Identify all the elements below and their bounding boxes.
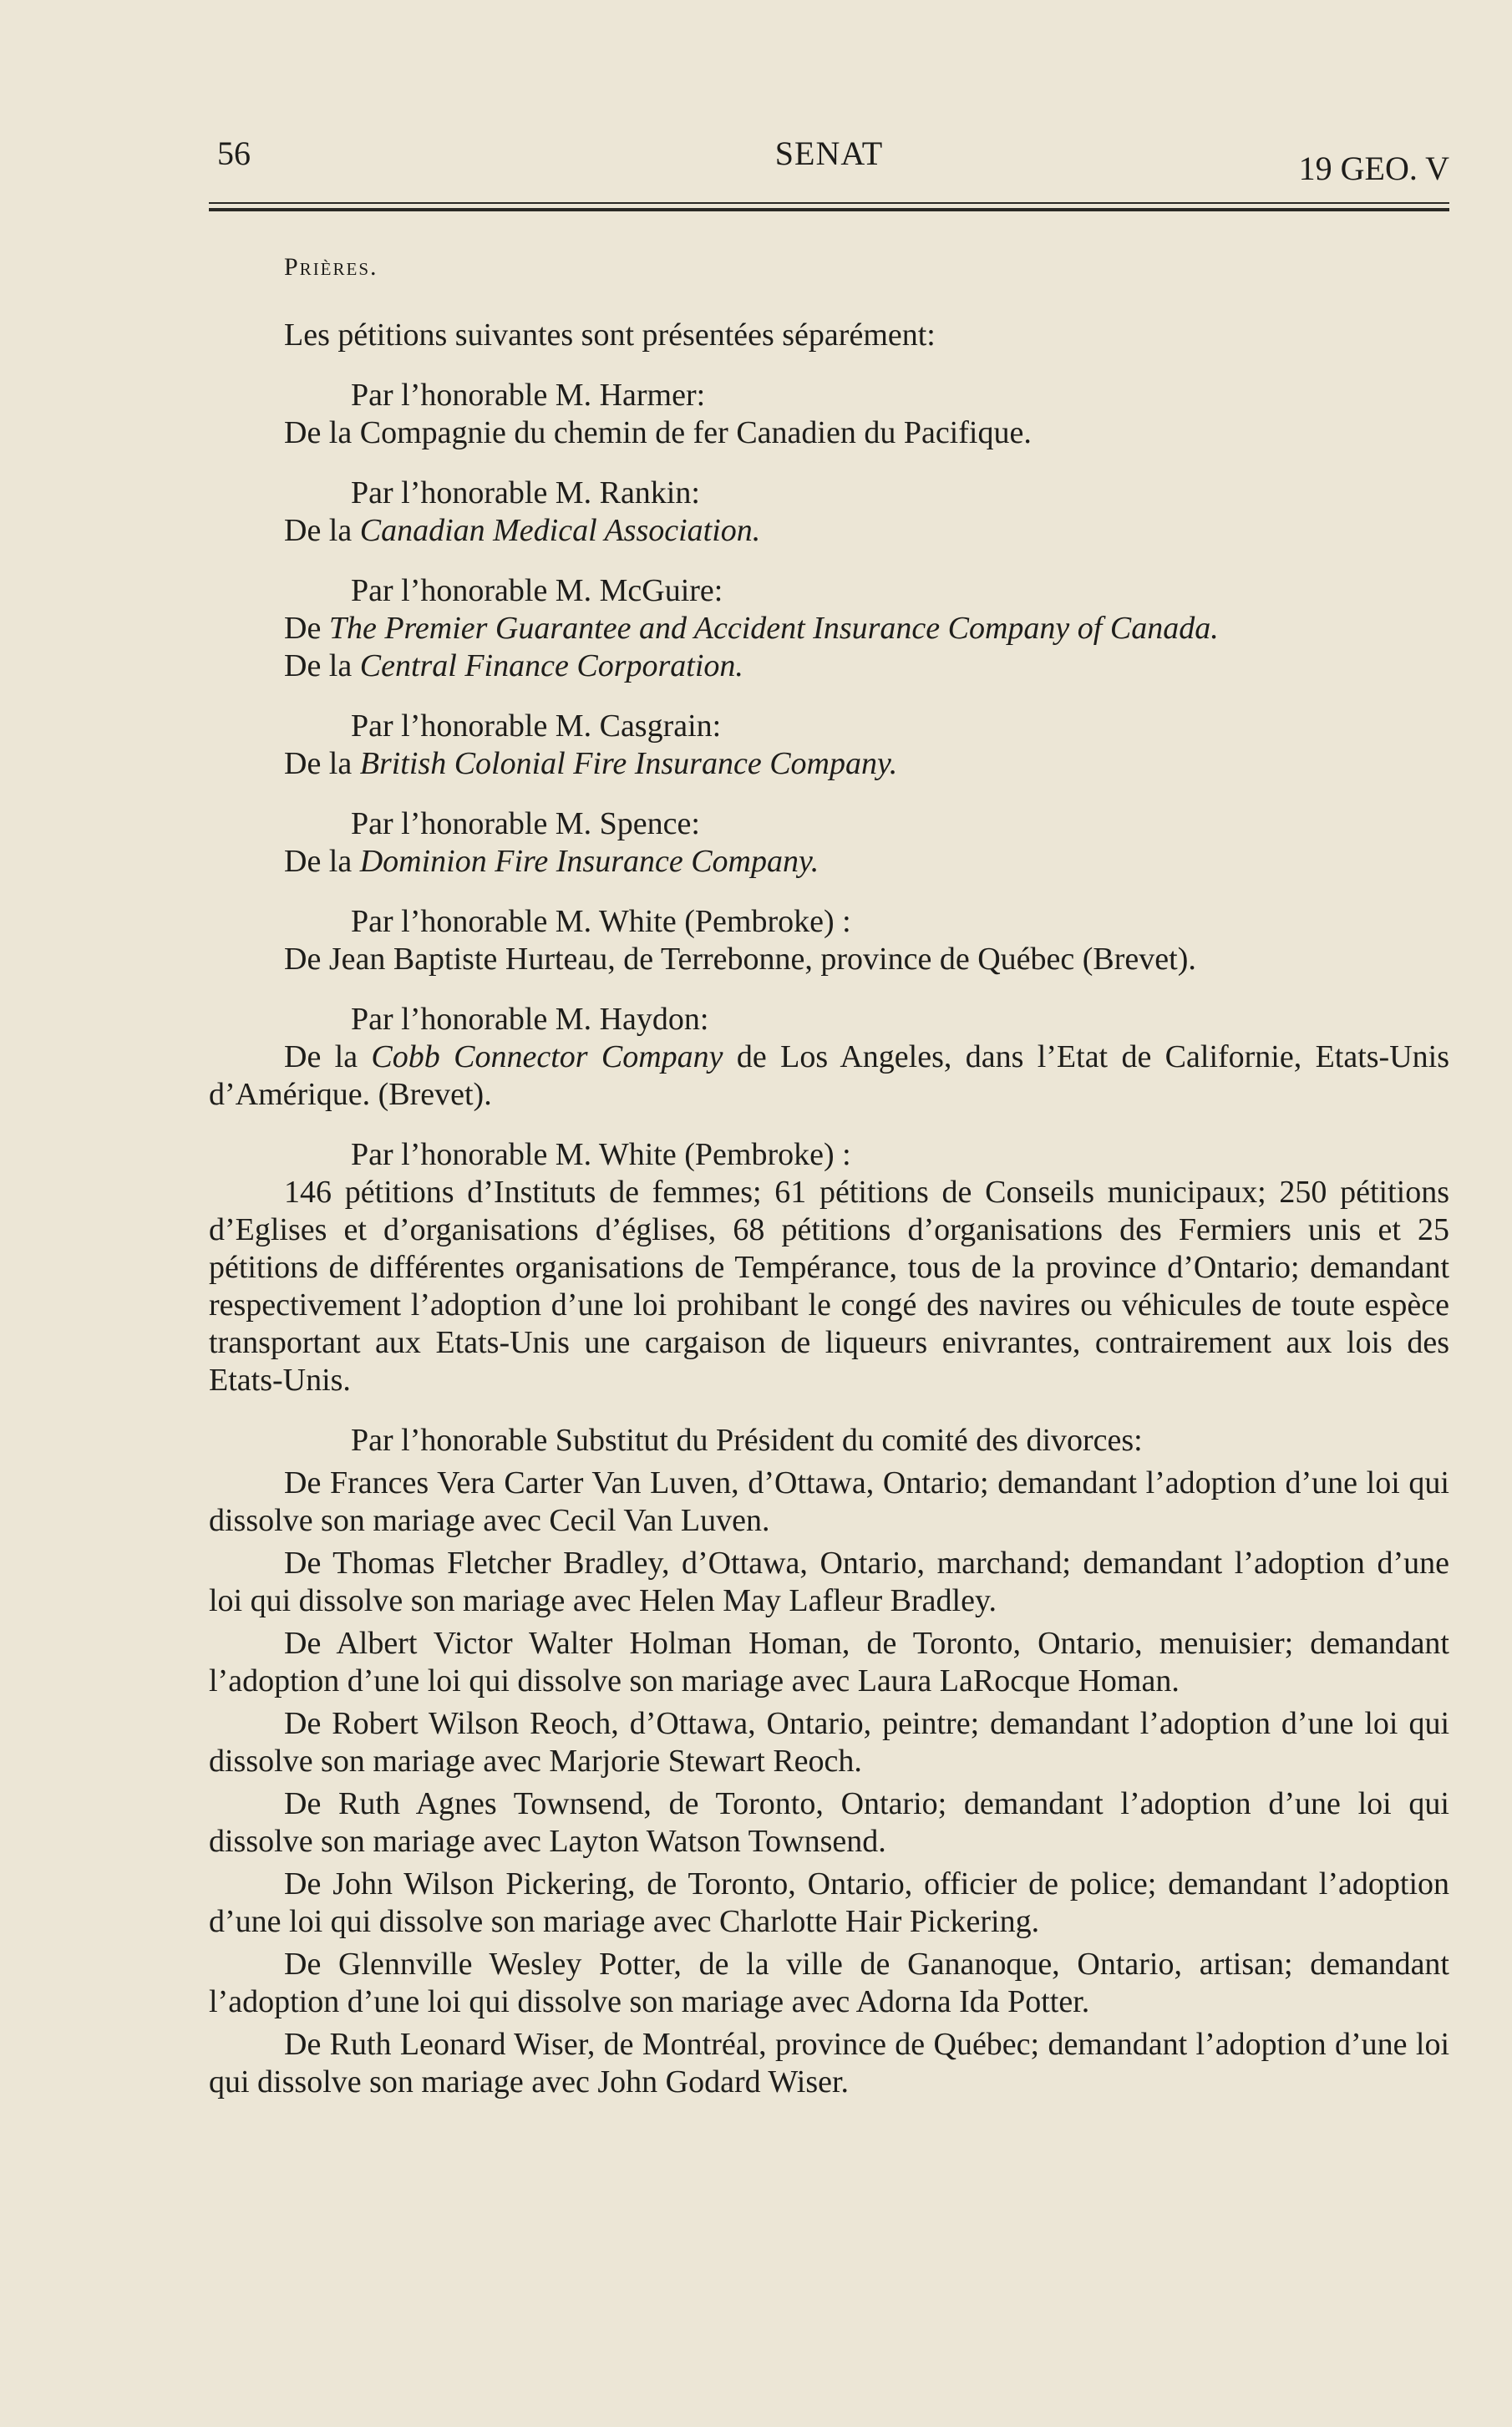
haydon-company: Cobb Connector Company [371, 1039, 723, 1074]
haydon-rest: de Los Angeles, dans l’Etat de Californie, Etats-Unis d’Amérique. (Brevet). [209, 1039, 1449, 1112]
divorce-petition: De Frances Vera Carter Van Luven, d’Ottawa, Ontario; demandant l’adoption d’une loi qui dissolve son mariage avec Cecil Van Luven. [209, 1465, 1449, 1538]
petition-line [209, 843, 1449, 881]
petition-line [209, 610, 1449, 647]
white2-petition: 146 pétitions d’Instituts de femmes; 61 pétitions de Conseils municipaux; 250 pétitions d’Eglises et d’organisations d’églises, 68 pétitions d’organisations des Fermiers unis et 25 pétitions de différentes organisations de Tempérance, tous de la province d’Ontario; demandant respectivement l’adoption d’une loi prohibant le congé des navires ou véhicules de toute espèce transportant aux Etats-Unis une cargaison de liqueurs enivrantes, contrairement aux lois des Etats-Unis. [209, 1175, 1449, 1398]
petitioner-name: Compagnie du chemin de fer Canadien du Pacifique. [359, 415, 1032, 450]
volume-label: 19 GEO. V [1298, 150, 1449, 187]
page-header [209, 134, 1449, 192]
petition-par: Par l’honorable M. McGuire: [351, 573, 723, 608]
header-rule-thin [209, 202, 1449, 204]
divorces-par: Par l’honorable Substitut du Président du comité des divorces: [351, 1423, 1143, 1458]
petition-line [209, 414, 1449, 452]
haydon-par: Par l’honorable M. Haydon: [351, 1002, 709, 1037]
section-title: Prières. [284, 253, 378, 281]
petition-line [209, 647, 1449, 685]
divorce-petition: De Ruth Agnes Townsend, de Toronto, Ontario; demandant l’adoption d’une loi qui dissolve son mariage avec Layton Watson Townsend. [209, 1786, 1449, 1859]
intro-line: Les pétitions suivantes sont présentées séparément: [284, 317, 936, 353]
page-number: 56 [217, 135, 251, 172]
petition-prefix: De la [284, 844, 360, 879]
petitioner-name: British Colonial Fire Insurance Company. [359, 746, 898, 781]
petition-par: Par l’honorable M. Spence: [351, 806, 700, 841]
body-text [209, 317, 1449, 2101]
petition-prefix: De la [284, 415, 360, 450]
divorce-petition: De Thomas Fletcher Bradley, d’Ottawa, Ontario, marchand; demandant l’adoption d’une loi qui dissolve son mariage avec Helen May Lafleur Bradley. [209, 1546, 1449, 1618]
petitioner-name: The Premier Guarantee and Accident Insurance Company of Canada. [328, 611, 1219, 646]
petition-prefix: De [284, 942, 329, 977]
petition-par: Par l’honorable M. White (Pembroke) : [351, 904, 851, 939]
header-rule-thick [209, 208, 1449, 211]
divorce-petition: De John Wilson Pickering, de Toronto, Ontario, officier de police; demandant l’adoption d’une loi qui dissolve son mariage avec Charlotte Hair Pickering. [209, 1866, 1449, 1939]
petition-line [209, 745, 1449, 783]
petitioner-name: Jean Baptiste Hurteau, de Terrebonne, province de Québec (Brevet). [328, 942, 1196, 977]
petition-par: Par l’honorable M. Harmer: [351, 378, 706, 413]
petition-prefix: De la [284, 513, 360, 548]
divorce-petition: De Glennville Wesley Potter, de la ville de Gananoque, Ontario, artisan; demandant l’adoption d’une loi qui dissolve son mariage avec Adorna Ida Potter. [209, 1947, 1449, 2019]
petitioner-name: Central Finance Corporation. [359, 648, 743, 683]
document-page [209, 134, 1449, 2101]
petition-line [209, 512, 1449, 550]
white2-par: Par l’honorable M. White (Pembroke) : [351, 1137, 851, 1172]
divorce-petition: De Albert Victor Walter Holman Homan, de Toronto, Ontario, menuisier; demandant l’adoption d’une loi qui dissolve son mariage avec Laura LaRocque Homan. [209, 1626, 1449, 1698]
petitioner-name: Canadian Medical Association. [359, 513, 761, 548]
petition-prefix: De la [284, 648, 360, 683]
divorce-petition: De Ruth Leonard Wiser, de Montréal, province de Québec; demandant l’adoption d’une loi qui dissolve son mariage avec John Godard Wiser. [209, 2027, 1449, 2100]
petition-prefix: De [284, 611, 329, 646]
petitioner-name: Dominion Fire Insurance Company. [359, 844, 819, 879]
divorce-petition: De Robert Wilson Reoch, d’Ottawa, Ontario, peintre; demandant l’adoption d’une loi qui dissolve son mariage avec Marjorie Stewart Reoch. [209, 1706, 1449, 1779]
haydon-petition [209, 1038, 1449, 1114]
petitions-list [209, 377, 1449, 978]
petition-prefix: De la [284, 746, 360, 781]
divorces-list [209, 1465, 1449, 2101]
petition-line [209, 941, 1449, 978]
haydon-prefix: De la [284, 1039, 372, 1074]
running-title: SENAT [774, 135, 884, 172]
petition-par: Par l’honorable M. Casgrain: [351, 708, 722, 744]
petition-par: Par l’honorable M. Rankin: [351, 475, 700, 510]
